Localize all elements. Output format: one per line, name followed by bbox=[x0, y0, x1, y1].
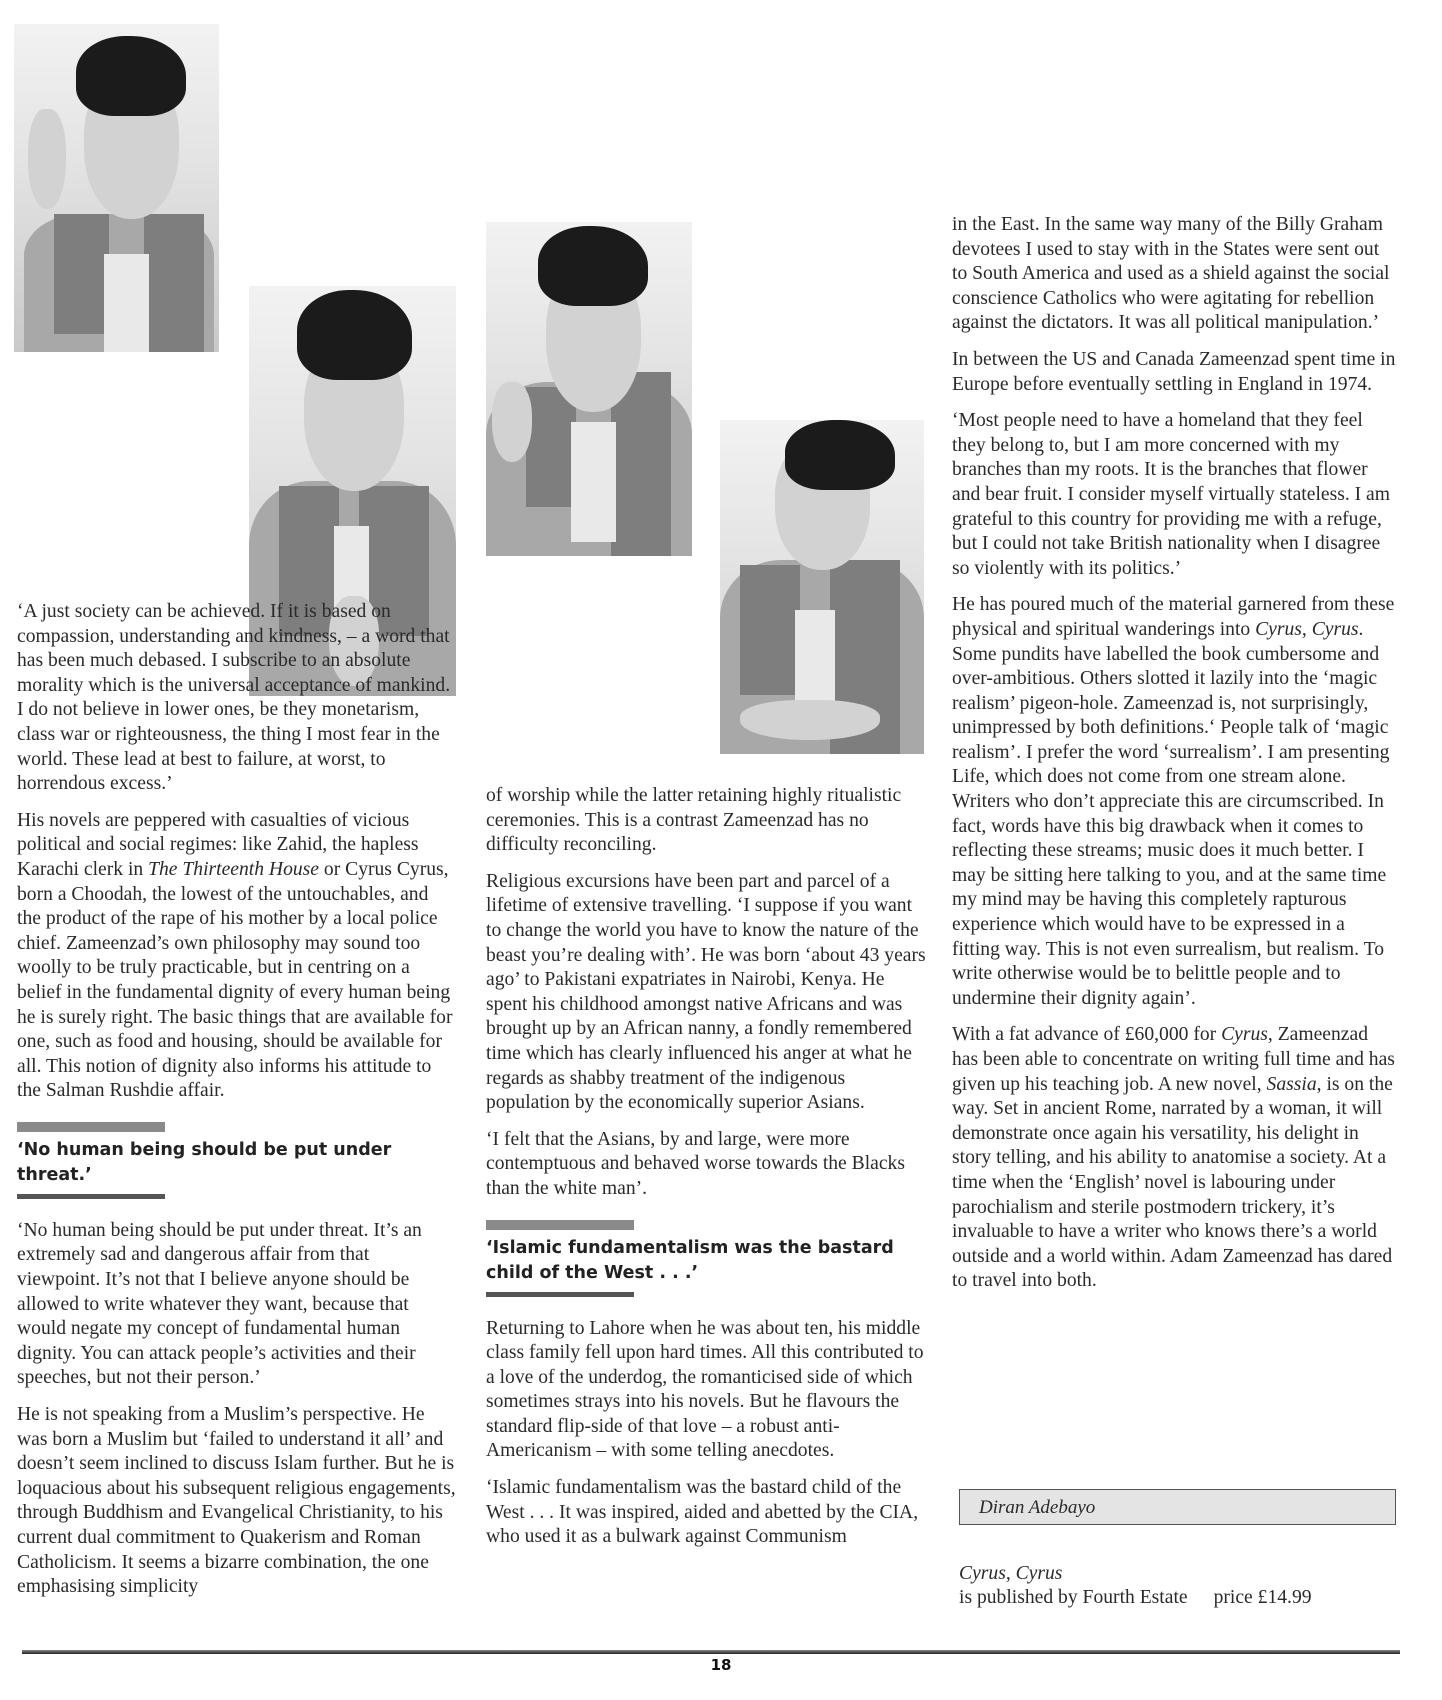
book-title: Sassia bbox=[1266, 1073, 1317, 1095]
paragraph: ‘A just society can be achieved. If it is based on compassion, understanding and kindness, – a word that has been much debased. I subscribe to an absolute morality which is the universal acceptance of mankind. I do not believe in lower ones, be they monetarism, class war or righteousness, the thing I most fear in the world. These lead at best to failure, at worst, to horrendous excess.’ bbox=[17, 601, 451, 795]
book-title: Cyrus, Cyrus bbox=[1255, 618, 1359, 640]
price: price £14.99 bbox=[1213, 1587, 1312, 1608]
footer-rule bbox=[22, 1650, 1400, 1654]
paragraph: of worship while the latter retaining highly ritualistic ceremonies. This is a contrast Zameenzad has no difficulty reconciling. bbox=[486, 785, 902, 856]
pull-quote-bar-bottom bbox=[486, 1292, 634, 1297]
pull-quote-bar-top bbox=[486, 1220, 634, 1230]
book-title: Cyrus, Cyrus bbox=[959, 1563, 1063, 1584]
column-1 bbox=[17, 600, 457, 1612]
paragraph: ‘Most people need to have a homeland that they feel they belong to, but I am more concerned with my branches than my roots. It is the branches that flower and bear fruit. I consider myself virtually stateless. I am grateful to this country for providing me with a refuge, but I could not take British nationality when I disagree so violently with its politics.’ bbox=[952, 410, 1390, 579]
column-3 bbox=[952, 213, 1397, 1306]
photo-author-3 bbox=[486, 222, 692, 556]
pull-quote-text: ‘No human being should be put under threat.’ bbox=[17, 1139, 392, 1185]
paragraph: ‘No human being should be put under threat. It’s an extremely sad and dangerous affair from that viewpoint. It’s not that I believe anyone should be allowed to write whatever they want, because that would negate my concept of fundamental human dignity. You can attack people’s activities and their speeches, but not their person.’ bbox=[17, 1219, 422, 1389]
pull-quote-bar-bottom bbox=[17, 1194, 165, 1199]
paragraph: ‘Islamic fundamentalism was the bastard child of the West . . . It was inspired, aided and abetted by the CIA, who used it as a bulwark against Communism bbox=[486, 1477, 919, 1548]
pull-quote-bar-top bbox=[17, 1122, 165, 1132]
book-title: Cyrus bbox=[1221, 1024, 1268, 1046]
byline: Diran Adebayo bbox=[959, 1489, 1396, 1525]
book-title: The Thirteenth House bbox=[148, 858, 319, 880]
publisher-line: is published by Fourth Estate bbox=[959, 1587, 1188, 1608]
photo-author-4 bbox=[720, 420, 924, 754]
pull-quote-text: ‘Islamic fundamentalism was the bastard child of the West . . .’ bbox=[486, 1237, 894, 1283]
pull-quote bbox=[486, 1220, 926, 1297]
publication-info bbox=[959, 1562, 1312, 1610]
paragraph: Returning to Lahore when he was about ten, his middle class family fell upon hard times. All this contributed to a love of the underdog, the romanticised side of which sometimes strays into his novels. But he flavours the standard flip-side of that love – a robust anti-Americanism – with some telling anecdotes. bbox=[486, 1317, 924, 1462]
paragraph: He is not speaking from a Muslim’s perspective. He was born a Muslim but ‘failed to understand it all’ and doesn’t seem inclined to discuss Islam further. But he is loquacious about his subsequent religious engagements, through Buddhism and Evangelical Christianity, to his current dual commitment to Quakerism and Roman Catholicism. It seems a bizarre combination, the one emphasising simplicity bbox=[17, 1404, 456, 1598]
paragraph: In between the US and Canada Zameenzad spent time in Europe before eventually settling in England in 1974. bbox=[952, 348, 1396, 395]
paragraph: ‘I felt that the Asians, by and large, were more contemptuous and behaved worse towards the Blacks than the white man’. bbox=[486, 1128, 905, 1199]
photo-author-1 bbox=[14, 24, 219, 352]
paragraph: Religious excursions have been part and parcel of a lifetime of extensive travelling. ‘I suppose if you want to change the world you have to know the nature of the beast you’re dealing with’. He was born ‘about 43 years ago’ to Pakistani expatriates in Nairobi, Kenya. He spent his childhood amongst native Africans and was brought up by an African nanny, a fondly remembered time which has clearly influenced his anger at what he regards as shabby treatment of the indigenous population by the economically superior Asians. bbox=[486, 870, 926, 1114]
paragraph: in the East. In the same way many of the Billy Graham devotees I used to stay with in the States were sent out to South America and used as a shield against the social conscience Catholics who were agitating for rebellion against the dictators. It was all political manipulation.’ bbox=[952, 214, 1390, 334]
column-2 bbox=[486, 784, 926, 1562]
paragraph: With a fat advance of £60,000 for Cyrus, Zameenzad has been able to concentrate on writing full time and has given up his teaching job. A new novel, Sassia, is on the way. Set in ancient Rome, narrated by a woman, it will demonstrate once again his versatility, his delight in story telling, and his ability to anatomise a society. At a time when the ‘English’ novel is labouring under parochialism and sterile postmodern trickery, it’s invaluable to have a writer who knows there’s a world outside and a world within. Adam Zameenzad has dared to travel into both. bbox=[952, 1024, 1395, 1292]
pull-quote bbox=[17, 1122, 457, 1199]
paragraph: He has poured much of the material garnered from these physical and spiritual wanderings into Cyrus, Cyrus. Some pundits have labelled the book cumbersome and over-ambitious. Others slotted it lazily into the ‘magic realism’ pigeon-hole. Zameenzad is, not surprisingly, unimpressed by both definitions.‘ People talk of ‘magic realism’. I prefer the word ‘surrealism’. I am presenting Life, which does not come from one stream alone. Writers who don’t appreciate this are circumscribed. In fact, words have this big drawback when it comes to reflecting these streams; music does it much better. I may be sitting here talking to you, and at the same time my mind may be having this completely rapturous experience which would have to be expressed in a fitting way. This is not even surrealism, but realism. To write otherwise would be to belittle people and to undermine their dignity again’. bbox=[952, 594, 1395, 1009]
paragraph: His novels are peppered with casualties of vicious political and social regimes: like Zahid, the hapless Karachi clerk in The Thirteenth House or Cyrus Cyrus, born a Choodah, the lowest of the untouchables, and the product of the rape of his mother by a local police chief. Zameenzad’s own philosophy may sound too woolly to be truly practicable, but in centring on a belief in the fundamental dignity of every human being he is surely right. The basic things that are available for one, such as food and housing, should be available for all. This notion of dignity also informs his attitude to the Salman Rushdie affair. bbox=[17, 809, 453, 1102]
page-number: 18 bbox=[710, 1656, 732, 1674]
